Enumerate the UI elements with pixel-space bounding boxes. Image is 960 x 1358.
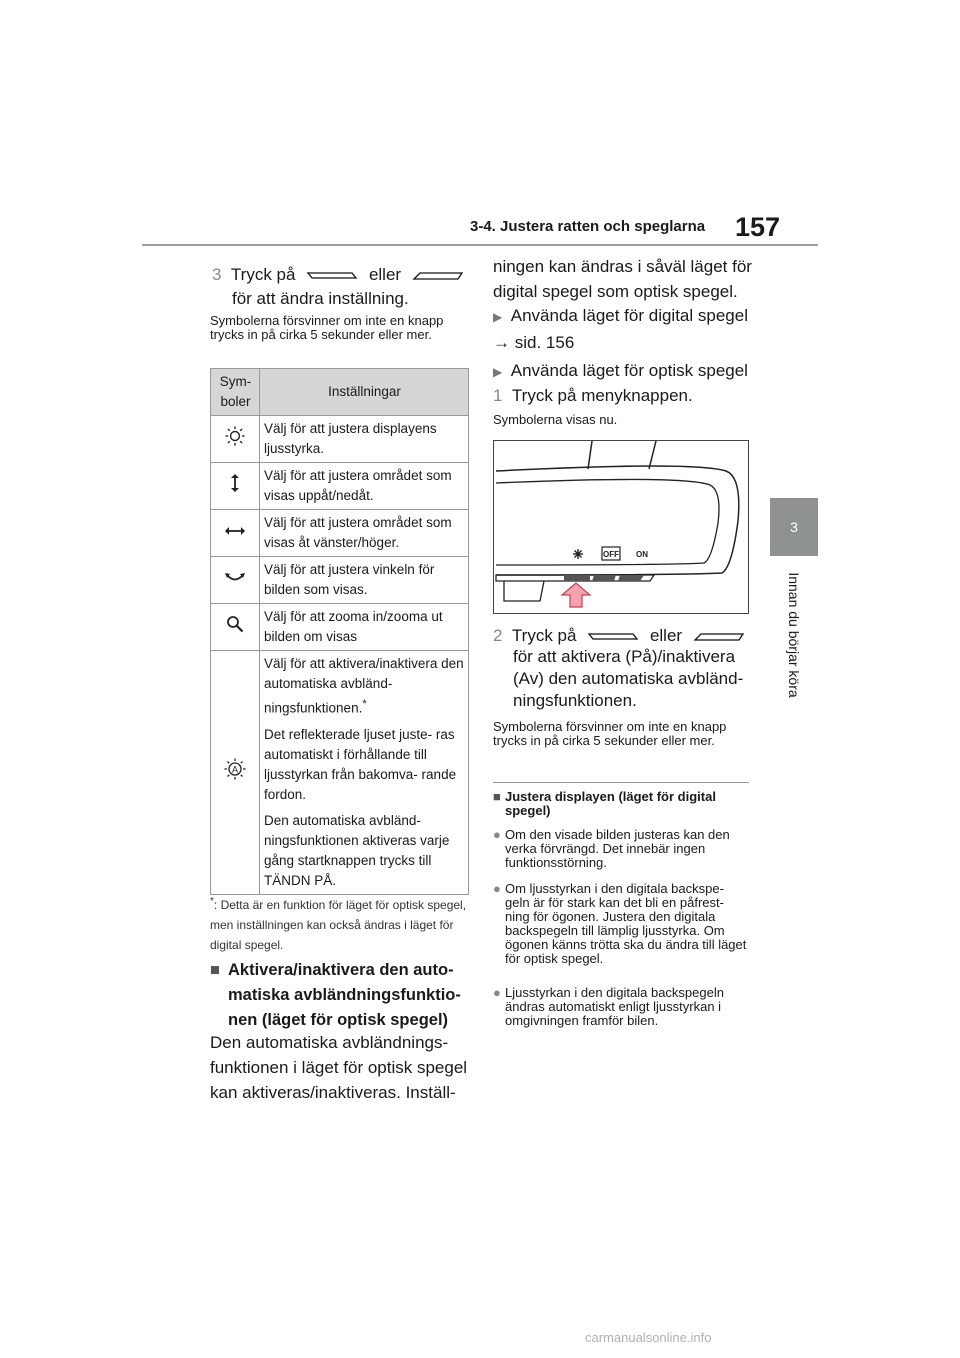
step-3-cont: för att ändra inställning. (232, 289, 409, 308)
tilt-icon (224, 572, 246, 584)
page-number: 157 (735, 212, 781, 242)
auto-dimming-icon (224, 758, 246, 780)
illus-on-label: ON (636, 550, 648, 559)
auto-dimming-paragraph: Den automatiska avbländnings- funktionen i läget för optisk spegel kan aktiveras/inaktiveras. Inställ- (210, 1033, 468, 1102)
mirror-drawing (494, 441, 748, 613)
list-item: ● Ljusstyrkan i den digitala backspegeln ändras automatiskt enligt ljusstyrkan i omgivningen framför bilen. (493, 985, 724, 1028)
brightness-icon (225, 426, 245, 446)
step-1-note: Symbolerna visas nu. (493, 412, 618, 427)
down-button-icon (306, 270, 358, 282)
section-divider (493, 782, 749, 783)
step-2-note: Symbolerna försvinner om inte en knapp trycks in på cirka 5 sekunder eller mer. (493, 719, 727, 748)
zoom-icon (226, 615, 244, 633)
row-text: Välj för att justera området som visas åt vänster/höger. (260, 510, 469, 557)
step-2-cont: för att aktivera (På)/inaktivera (Av) den automatiska avbländ- ningsfunktionen. (513, 647, 744, 710)
row-text: Välj för att justera området som visas uppåt/nedåt. (260, 463, 469, 510)
chapter-label: Innan du börjar köra (786, 572, 802, 698)
up-button-icon (693, 631, 745, 643)
row-text: Välj för att zooma in/zooma ut bilden om visas (260, 604, 469, 651)
paragraph-continuation: ningen kan ändras i såväl läget för digital spegel som optisk spegel. (493, 257, 752, 301)
chapter-tab: 3 (770, 498, 818, 556)
down-button-icon (587, 631, 639, 643)
list-item: ● Om den visade bilden justeras kan den verka förvrängd. Det innebär ingen funktionsstörning. (493, 827, 730, 870)
watermark: carmanualsonline.info (585, 1330, 712, 1345)
heading-display-adjust: ■ Justera displayen (läget för digital spegel) (493, 789, 716, 818)
optical-mode-title: ▶ Använda läget för optisk spegel (493, 361, 748, 380)
step-3-note: Symbolerna försvinner om inte en knapp trycks in på cirka 5 sekunder eller mer. (210, 313, 444, 342)
section-title: 3-4. Justera ratten och speglarna (470, 218, 706, 235)
col-symbols: Sym- boler (211, 369, 260, 416)
digital-mode-ref: → sid. 156 (493, 333, 575, 352)
step-2: 2 Tryck på eller (493, 623, 763, 648)
mirror-illustration (493, 440, 749, 614)
table-row (211, 510, 469, 557)
symbols-table (210, 368, 469, 895)
table-row (211, 651, 469, 895)
row-text: Välj för att justera vinkeln för bilden som visas. (260, 557, 469, 604)
illus-off-label: OFF (603, 550, 619, 559)
section-heading-auto-dimming: ■ Aktivera/inaktivera den auto- matiska avbländningsfunktio- nen (läget för optisk spegel) (210, 961, 461, 1029)
table-row (211, 604, 469, 651)
horizontal-arrows-icon (224, 525, 246, 537)
step-1: 1 Tryck på menyknappen. (493, 386, 693, 405)
up-button-icon (412, 270, 464, 282)
col-settings: Inställningar (260, 369, 469, 416)
list-item: ● Om ljusstyrkan i den digitala backspe- geln är för stark kan det bli en påfrest- ning för ögonen. Justera den digitala backspegeln till lämplig ljusstyrka. Om ögonen känns trötta ska du ändra till läget för optisk spegel. (493, 881, 747, 966)
svg-text:A: A (231, 764, 239, 775)
step-3: 3 Tryck på eller (212, 262, 472, 287)
header-rule (142, 244, 818, 246)
digital-mode-title: ▶ Använda läget för digital spegel (493, 306, 748, 325)
footnote: *: Detta är en funktion för läget för optisk spegel, men inställningen kan också ändras i läget för digital spegel. (210, 896, 467, 952)
row-text: Välj för att justera displayens ljusstyrka. (260, 416, 469, 463)
table-row (211, 416, 469, 463)
vertical-arrows-icon (228, 473, 242, 493)
row-text: Välj för att aktivera/inaktivera den automatiska avbländ- ningsfunktionen.* Det reflekterade ljuset juste- ras automatiskt i förhållande till ljusstyrkan från bakomva- rande fordon. Den automatiska avbländ- ningsfunktionen aktiveras varje gång startknappen trycks till TÄNDN PÅ. (260, 651, 469, 895)
arrow-pointer-icon (562, 583, 590, 607)
table-row (211, 557, 469, 604)
table-row (211, 463, 469, 510)
